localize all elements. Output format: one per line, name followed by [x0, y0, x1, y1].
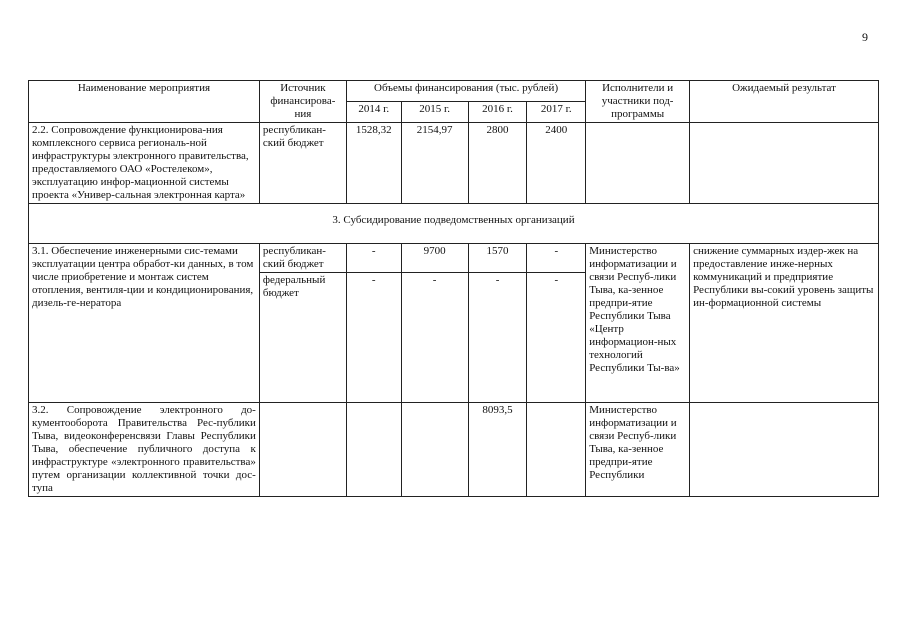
header-result: Ожидаемый результат	[690, 81, 879, 123]
table-row	[29, 123, 879, 204]
header-year-2017: 2017 г.	[527, 102, 586, 123]
row-3-1-source-1: республикан-ский бюджет	[259, 244, 346, 273]
row-3-2-source	[259, 403, 346, 497]
row-2-2-2017: 2400	[527, 123, 586, 204]
row-3-2-2016: 8093,5	[468, 403, 527, 497]
row-3-1-2017-a: -	[527, 244, 586, 273]
row-3-1-source-2: федеральный бюджет	[259, 273, 346, 403]
header-year-2015: 2015 г.	[401, 102, 468, 123]
table-row	[29, 403, 879, 497]
row-2-2-source: республикан-ский бюджет	[259, 123, 346, 204]
financing-table	[28, 80, 879, 497]
row-3-1-2015-b: -	[401, 273, 468, 403]
table-row	[29, 244, 879, 273]
header-source: Источник финансирова-ния	[259, 81, 346, 123]
row-2-2-2015: 2154,97	[401, 123, 468, 204]
row-2-2-2016: 2800	[468, 123, 527, 204]
row-3-1-2016-b: -	[468, 273, 527, 403]
row-2-2-executors	[586, 123, 690, 204]
row-2-2-name: 2.2. Сопровождение функционирова-ния комплексного сервиса региональ-ной инфраструктуры электронного правительства, предоставляемого ОАО «Ростелеком», эксплуатацию инфор-мационной системы проекта «Универ-сальная электронная карта»	[29, 123, 260, 204]
row-3-2-2017	[527, 403, 586, 497]
header-executors: Исполнители и участники под-программы	[586, 81, 690, 123]
page-number: 9	[862, 30, 868, 44]
row-3-1-executors: Министерство информатизации и связи Респуб-лики Тыва, ка-зенное предпри-ятие Республики Тыва «Центр информацион-ных технологий Республики Ты-ва»	[586, 244, 690, 403]
row-3-1-result: снижение суммарных издер-жек на предоставление инже-нерных коммуникаций и предприятие Республики вы-сокий уровень защиты ин-формационной системы	[690, 244, 879, 403]
row-2-2-2014: 1528,32	[346, 123, 401, 204]
header-name: Наименование мероприятия	[29, 81, 260, 123]
header-year-2014: 2014 г.	[346, 102, 401, 123]
header-volume: Объемы финансирования (тыс. рублей)	[346, 81, 585, 102]
table-header-row	[29, 81, 879, 102]
row-3-2-name: 3.2. Сопровождение электронного до-кументооборота Правительства Рес-публики Тыва, видеоконференсвязи Главы Республики Тыва, обеспечение публичного доступа к инфраструктуре «электронного правительства» путем организации коллективной точки дос-тупа	[29, 403, 260, 497]
row-3-1-2014-a: -	[346, 244, 401, 273]
row-3-1-name: 3.1. Обеспечение инженерными сис-темами эксплуатации центра обработ-ки данных, в том числе приобретение и монтаж систем отопления, вентиля-ции и кондиционирования, дизель-ге-нератора	[29, 244, 260, 403]
row-3-2-2014	[346, 403, 401, 497]
row-3-2-executors: Министерство информатизации и связи Респуб-лики Тыва, ка-зенное предпри-ятие Республики	[586, 403, 690, 497]
row-3-1-2016-a: 1570	[468, 244, 527, 273]
row-3-1-2015-a: 9700	[401, 244, 468, 273]
row-3-1-2017-b: -	[527, 273, 586, 403]
section-row	[29, 204, 879, 244]
row-2-2-result	[690, 123, 879, 204]
row-3-2-result	[690, 403, 879, 497]
row-3-2-2015	[401, 403, 468, 497]
row-3-1-2014-b: -	[346, 273, 401, 403]
header-year-2016: 2016 г.	[468, 102, 527, 123]
section-3-title: 3. Субсидирование подведомственных организаций	[29, 204, 879, 244]
